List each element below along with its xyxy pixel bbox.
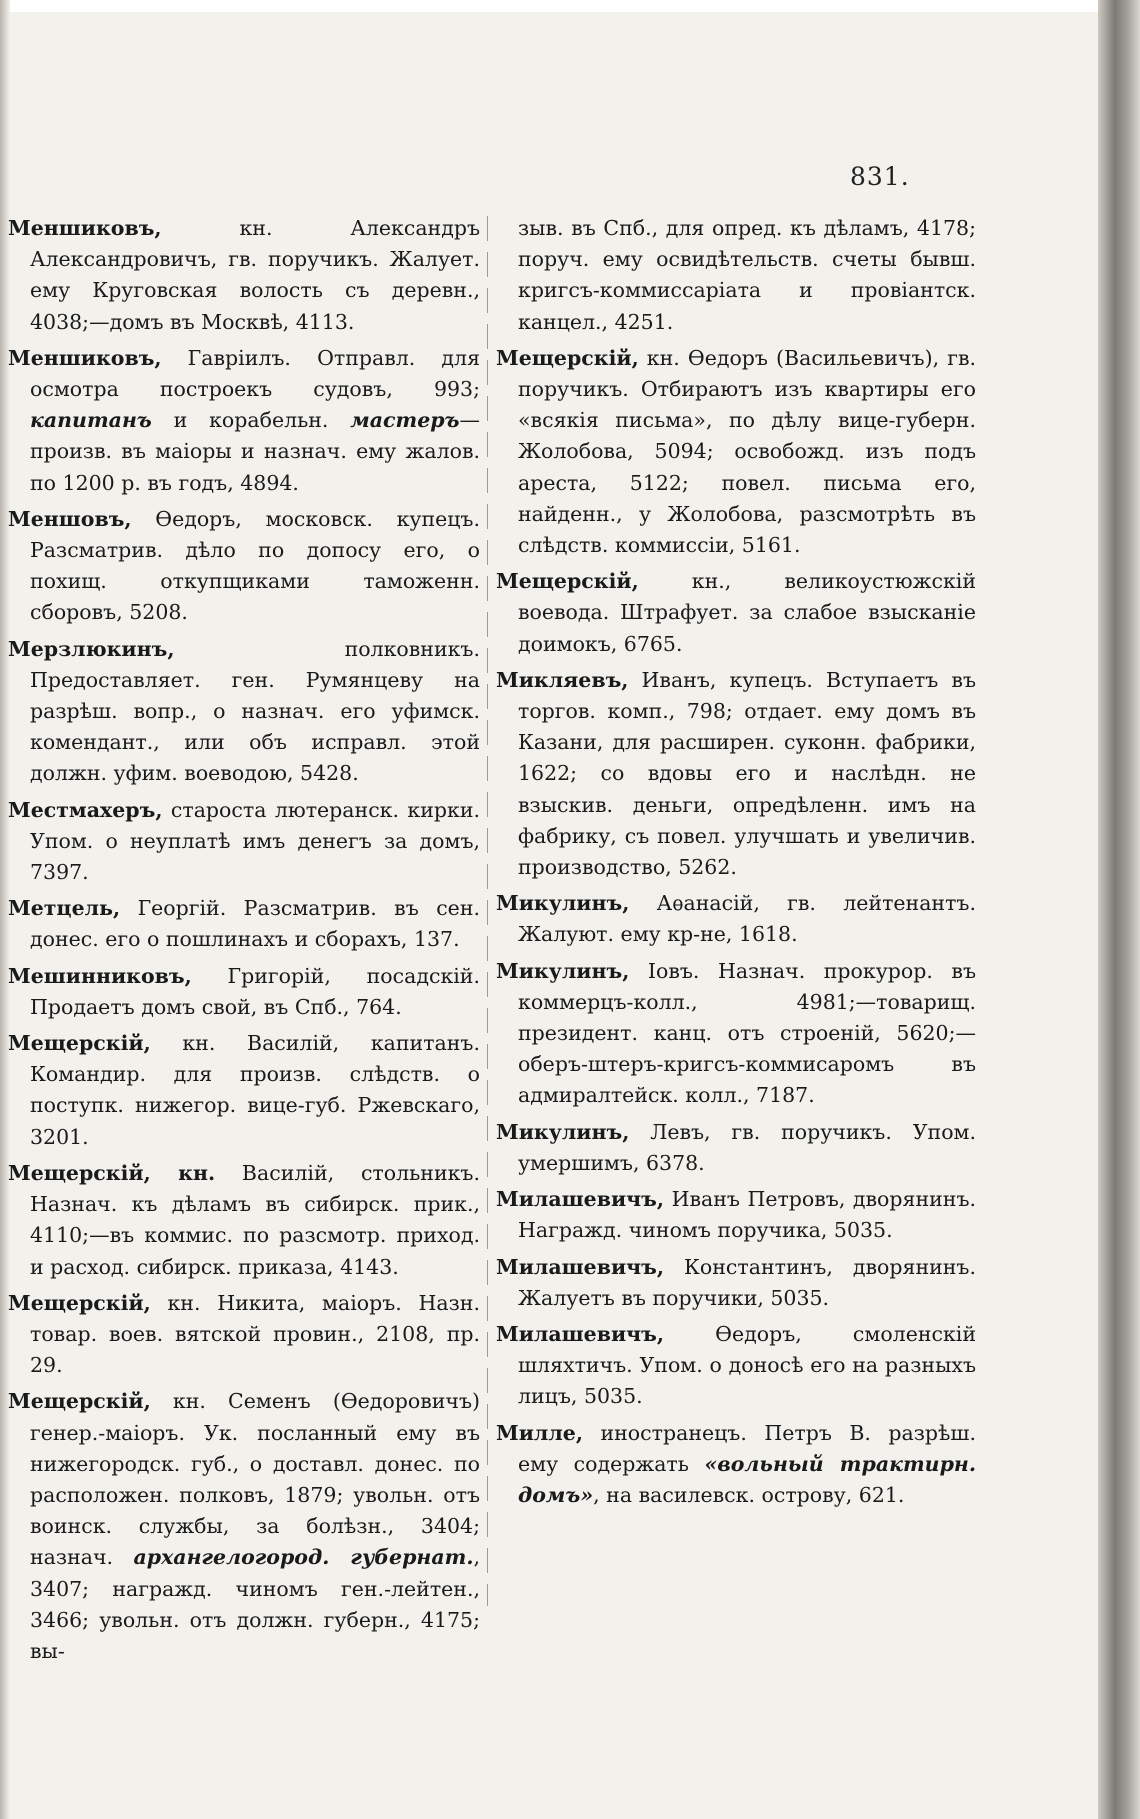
index-entry <box>496 888 976 950</box>
entry-text: кн. Александръ Александровичъ, гв. поручикъ. Жалует. ему Круговская волость съ деревн., 4038;—домъ въ Москвѣ, 4113. <box>30 216 480 334</box>
entry-headword: Милашевичъ, <box>496 1321 665 1346</box>
entry-text: Іовъ. Назнач. прокурор. въ коммерцъ-колл., 4981;—товарищ. президент. канц. отъ строеній, 5620;—оберъ-штеръ-кригсъ-коммисаромъ въ адмиралтейск. колл., 7187. <box>518 958 976 1108</box>
entry-headword: Меншовъ, <box>8 506 132 531</box>
entry-text: Ѳедоръ, смоленскій шляхтичъ. Упом. о доносѣ его на разныхъ лицъ, 5035. <box>518 1321 976 1409</box>
entry-emphasis: «вольный трактирн. домъ» <box>518 1451 976 1507</box>
entry-text: староста лютеранск. кирки. Упом. о неуплатѣ имъ денегъ за домъ, 7397. <box>30 797 480 885</box>
index-entry <box>496 343 976 561</box>
entry-headword: Местмахеръ, <box>8 797 163 822</box>
index-entry <box>8 1386 480 1667</box>
index-entry <box>496 213 976 338</box>
entry-headword: Милашевичъ, <box>496 1187 665 1212</box>
entry-headword: Милле, <box>496 1420 583 1445</box>
entry-text: кн. Василій, капитанъ. Командир. для произв. слѣдств. о поступк. нижегор. вице-губ. Ржевскаго, 3201. <box>30 1031 480 1149</box>
entry-headword: Мещерскій, <box>496 345 639 370</box>
entry-text: Аѳанасій, гв. лейтенантъ. Жалуют. ему кр-не, 1618. <box>518 891 976 947</box>
entry-headword: Микулинъ, <box>496 891 630 916</box>
index-entry <box>8 504 480 629</box>
index-entry <box>496 665 976 883</box>
entry-headword: Меншиковъ, <box>8 345 162 370</box>
index-entry <box>8 1028 480 1153</box>
entry-text: , 3407; награжд. чиномъ ген.-лейтен., 3466; увольн. отъ должн. губерн., 4175; вы- <box>30 1545 480 1663</box>
entry-text: Василій, стольникъ. Назнач. къ дѣламъ въ сибирск. прик., 4110;—въ коммис. по разсмотр. приход. и расход. сибирск. приказа, 4143. <box>30 1160 480 1279</box>
entry-text: кн., великоустюжскій воевода. Штрафует. за слабое взысканіе доимокъ, 6765. <box>518 569 976 656</box>
left-column <box>8 213 480 1672</box>
entry-headword: Мещерскій, <box>8 1389 151 1414</box>
index-entry <box>496 566 976 660</box>
page-number: 831. <box>850 162 910 191</box>
entry-headword: Микляевъ, <box>496 667 629 692</box>
entry-text: кн. Никита, маіоръ. Назн. товар. воев. вятской провин., 2108, пр. 29. <box>30 1290 480 1378</box>
entry-text: Иванъ, купецъ. Вступаетъ въ торгов. комп., 798; отдает. ему домъ въ Казани, для расширен. суконн. фабрики, 1622; со вдовы его и наслѣдн. не взыскив. деньги, опредѣленн. имъ на фабрику, съ повел. улучшать и увеличив. производство, 5262. <box>518 667 976 880</box>
index-entry <box>8 343 480 499</box>
entry-headword: Мерзлюкинъ, <box>8 636 175 661</box>
index-entry <box>496 1252 976 1314</box>
index-entry <box>496 1418 976 1512</box>
entry-headword: Мещерскій, <box>496 569 639 594</box>
index-entry <box>8 634 480 790</box>
entry-text: —произв. въ маіоры и назнач. ему жалов. по 1200 р. въ годъ, 4894. <box>30 408 480 495</box>
book-spine-edge <box>1098 0 1140 1819</box>
index-entry <box>8 795 480 889</box>
entry-text: иностранецъ. Петръ В. разрѣш. ему содержать <box>518 1420 976 1476</box>
entry-emphasis: капитанъ <box>30 408 152 433</box>
entry-text: Левъ, гв. поручикъ. Упом. умершимъ, 6378. <box>518 1119 976 1175</box>
entry-text: Иванъ Петровъ, дворянинъ. Награжд. чиномъ поручика, 5035. <box>518 1187 976 1243</box>
index-entry <box>496 1319 976 1413</box>
index-entry <box>496 1184 976 1246</box>
column-divider <box>487 216 488 1606</box>
entry-text: зыв. въ Спб., для опред. къ дѣламъ, 4178; поруч. ему освидѣтельств. счеты бывш. кригсъ-коммиссаріата и провіантск. канцел., 4251. <box>518 216 976 334</box>
index-entry <box>8 961 480 1023</box>
entry-text: полковникъ. Предоставляет. ген. Румянцеву на разрѣш. вопр., о назнач. его уфимск. комендант., или объ исправл. этой должн. уфим. воеводою, 5428. <box>30 636 480 786</box>
entry-text: Григорій, посадскій. Продаетъ домъ свой, въ Спб., 764. <box>30 963 480 1019</box>
entry-text: Гавріилъ. Отправл. для осмотра построекъ судовъ, 993; <box>30 345 480 402</box>
entry-text: Георгій. Разсматрив. въ сен. донес. его о пошлинахъ и сборахъ, 137. <box>30 896 480 952</box>
entry-headword: Мещерскій, кн. <box>8 1160 216 1185</box>
entry-headword: Метцель, <box>8 896 121 921</box>
entry-text: кн. Ѳедоръ (Васильевичъ), гв. поручикъ. Отбираютъ изъ квартиры его «всякія письма», по дѣлу вице-губерн. Жолобова, 5094; освобожд. изъ подъ ареста, 5122; повел. письма его, найденн., у Жолобова, разсмотрѣть въ слѣдств. коммиссіи, 5161. <box>518 345 976 558</box>
entry-emphasis: архангелогород. губернат. <box>133 1545 474 1570</box>
entry-headword: Милашевичъ, <box>496 1254 665 1279</box>
index-entry <box>8 1158 480 1283</box>
entry-emphasis: мастеръ <box>350 408 460 433</box>
entry-headword: Микулинъ, <box>496 1119 630 1144</box>
entry-text: , на василевск. острову, 621. <box>593 1482 905 1507</box>
entry-text: Ѳедоръ, московск. купецъ. Разсматрив. дѣло по допосу его, о похищ. откупщиками таможенн. сборовъ, 5208. <box>30 506 480 625</box>
index-entry <box>8 213 480 338</box>
entry-headword: Меншиковъ, <box>8 216 162 240</box>
index-entry <box>8 893 480 955</box>
entry-headword: Мешинниковъ, <box>8 963 192 988</box>
index-entry <box>496 1117 976 1179</box>
entry-text: и корабельн. <box>151 408 351 433</box>
entry-text: Константинъ, дворянинъ. Жалуетъ въ поручики, 5035. <box>518 1254 976 1310</box>
entry-headword: Мещерскій, <box>8 1031 151 1056</box>
index-entry <box>8 1288 480 1382</box>
entry-text: кн. Семенъ (Ѳедоровичъ) генер.-маіоръ. Ук. посланный ему въ нижегородск. губ., о доставл. донес. по расположен. полковъ, 1879; увольн. отъ воинск. службы, за болѣзн., 3404; назнач. <box>30 1389 480 1570</box>
entry-headword: Мещерскій, <box>8 1290 151 1315</box>
index-entry <box>496 956 976 1112</box>
page-top-margin <box>0 0 1140 12</box>
entry-headword: Микулинъ, <box>496 958 630 983</box>
right-column <box>496 213 976 1516</box>
